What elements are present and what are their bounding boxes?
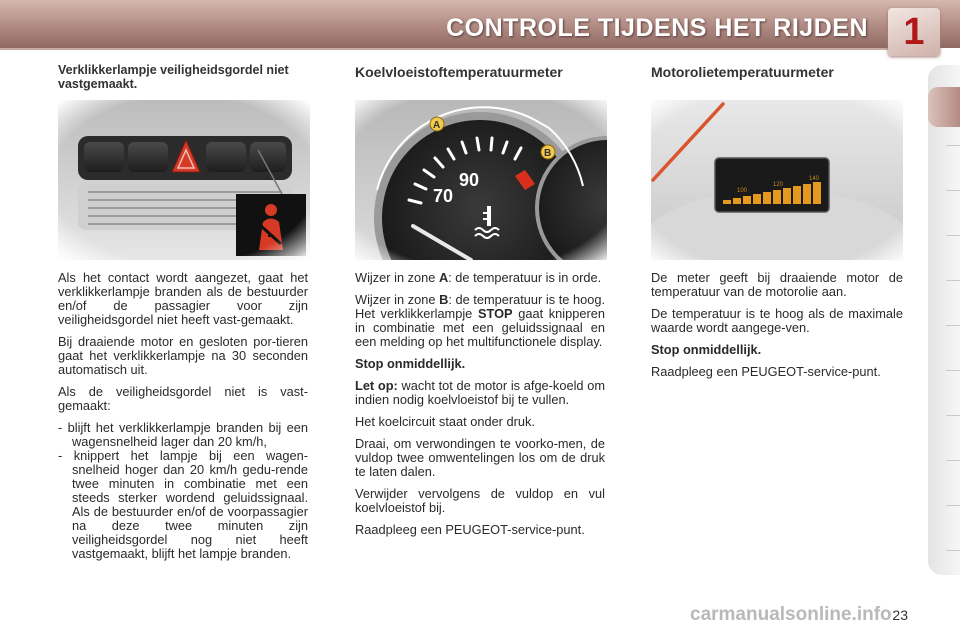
zone-b-prefix: Wijzer in zone	[355, 292, 436, 307]
page-title: CONTROLE TIJDENS HET RIJDEN	[446, 14, 868, 42]
coolant-temperature-text	[355, 271, 605, 545]
page-number: 23	[892, 607, 908, 623]
stop-keyword: STOP	[477, 306, 513, 321]
chapter-index-mark	[946, 145, 960, 146]
caution-paragraph	[355, 379, 605, 407]
chapter-index-mark	[946, 460, 960, 461]
zone-b-text-end: gaat knipperen in combinatie met een geluidssignaal en een melding op het multifunctionele display.	[355, 306, 605, 349]
oil-temperature-heading: Motorolietemperatuurmeter	[651, 64, 834, 80]
chapter-number: 1	[903, 11, 925, 53]
zone-a-letter: A	[438, 270, 449, 285]
chapter-badge	[888, 8, 940, 56]
zone-a-prefix: Wijzer in zone	[355, 270, 436, 285]
chapter-index-tab-active	[928, 87, 960, 127]
oil-temperature-text	[651, 271, 903, 387]
paragraph: Raadpleeg een PEUGEOT-service-punt.	[651, 364, 881, 379]
seatbelt-warning-photo	[58, 100, 310, 260]
stop-immediately-heading: Stop onmiddellijk.	[355, 356, 466, 371]
page-header	[0, 0, 960, 48]
oil-gauge-photo	[651, 100, 903, 260]
paragraph: Als de veiligheidsgordel niet is vast-gemaakt:	[58, 384, 308, 413]
paragraph: Draai, om verwondingen te voorko-men, de vuldop twee omwentelingen los om de druk te laten dalen.	[355, 436, 605, 479]
watermark: carmanualsonline.info	[690, 604, 892, 625]
chapter-index-mark	[946, 235, 960, 236]
zone-b-paragraph	[355, 293, 605, 349]
chapter-index-mark	[946, 505, 960, 506]
caution-label: Let op:	[355, 378, 398, 393]
list-item: - blijft het verklikkerlampje branden bij een wagensnelheid lager dan 20 km/h,	[58, 420, 308, 449]
zone-b-text: : de temperatuur is te hoog. Het verklikkerlampje	[355, 292, 606, 321]
coolant-temperature-heading: Koelvloeistoftemperatuurmeter	[355, 64, 563, 80]
chapter-index-mark	[946, 370, 960, 371]
header-divider	[0, 48, 900, 50]
paragraph: Het koelcircuit staat onder druk.	[355, 414, 535, 429]
caution-text: wacht tot de motor is afge-koeld om indien nodig koelvloeistof bij te vullen.	[355, 378, 605, 407]
chapter-index-mark	[946, 415, 960, 416]
chapter-index-mark	[946, 280, 960, 281]
chapter-index-sidebar	[928, 65, 960, 575]
list-item: - knippert het lampje bij een wagen-snelheid hoger dan 20 km/h gedu-rende twee minuten in combinatie met een steeds sterker wordend geluidssignaal. Als de bestuurder en/of de voorpassagier na deze twee minuten zijn veiligheidsgordel nog niet heeft vastgemaakt, blijft het lampje branden.	[58, 448, 308, 561]
seatbelt-warning-text	[58, 271, 308, 561]
paragraph: Raadpleeg een PEUGEOT-service-punt.	[355, 522, 585, 537]
paragraph: Bij draaiende motor en gesloten por-tieren gaat het verklikkerlampje na 30 seconden automatisch uit.	[58, 334, 308, 377]
stop-immediately-heading: Stop onmiddellijk.	[651, 342, 762, 357]
coolant-gauge-photo	[355, 100, 607, 260]
paragraph: Als het contact wordt aangezet, gaat het verklikkerlampje branden als de bestuurder en/of de passagier voor zijn veiligheidsgordel niet heeft vast-gemaakt.	[58, 270, 308, 327]
paragraph: De temperatuur is te hoog als de maximale waarde wordt aangege-ven.	[651, 306, 903, 335]
paragraph: De meter geeft bij draaiende motor de temperatuur van de motorolie aan.	[651, 270, 903, 299]
chapter-index-mark	[946, 325, 960, 326]
zone-a-paragraph	[355, 271, 605, 285]
zone-a-text: : de temperatuur is in orde.	[448, 270, 602, 285]
chapter-index-mark	[946, 190, 960, 191]
chapter-index-mark	[946, 550, 960, 551]
paragraph: Verwijder vervolgens de vuldop en vul koelvloeistof bij.	[355, 486, 605, 515]
seatbelt-warning-heading: Verklikkerlampje veiligheidsgordel niet vastgemaakt.	[58, 63, 289, 91]
zone-b-letter: B	[439, 292, 449, 307]
